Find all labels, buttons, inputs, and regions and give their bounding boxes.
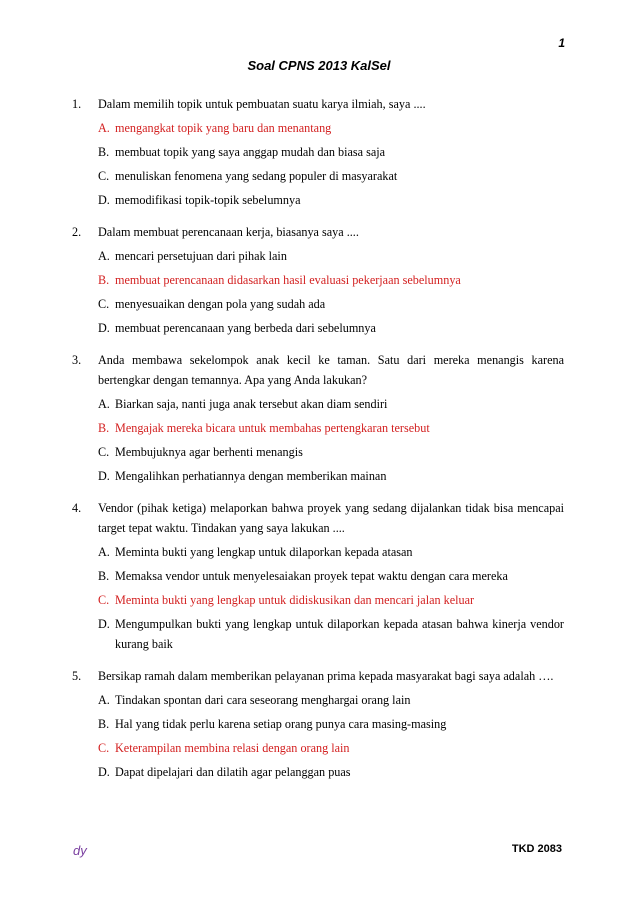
- question-number: 3.: [72, 353, 82, 367]
- option-letter: D.: [98, 193, 110, 207]
- option-a: [98, 118, 564, 138]
- option-text: Mengumpulkan bukti yang lengkap untuk dilaporkan kepada atasan bahwa kinerja vendor kurang baik: [115, 617, 564, 651]
- option-b: [98, 270, 564, 290]
- option-text: Keterampilan membina relasi dengan orang lain: [115, 741, 350, 755]
- question-list: [72, 94, 564, 794]
- option-letter: B.: [98, 273, 110, 287]
- option-a: [98, 246, 564, 266]
- option-letter: D.: [98, 321, 110, 335]
- option-letter: A.: [98, 397, 110, 411]
- footer-code: TKD 2083: [511, 843, 562, 855]
- page-number: 1: [558, 36, 565, 50]
- option-text: membuat perencanaan didasarkan hasil evaluasi pekerjaan sebelumnya: [115, 273, 461, 287]
- option-b: [98, 418, 564, 438]
- option-letter: C.: [98, 741, 110, 755]
- question-text: Dalam membuat perencanaan kerja, biasanya saya ....: [98, 225, 359, 239]
- option-text: membuat perencanaan yang berbeda dari sebelumnya: [115, 321, 376, 335]
- option-letter: B.: [98, 421, 110, 435]
- option-letter: A.: [98, 249, 110, 263]
- option-d: [98, 466, 564, 486]
- option-letter: B.: [98, 569, 110, 583]
- option-text: mencari persetujuan dari pihak lain: [115, 249, 287, 263]
- question-number: 1.: [72, 97, 82, 111]
- question-number: 4.: [72, 501, 82, 515]
- question-text: Vendor (pihak ketiga) melaporkan bahwa proyek yang sedang dijalankan tidak bisa mencapai target tepat waktu. Tindakan yang saya lakukan ....: [98, 501, 564, 535]
- footer-initials: dy: [73, 843, 87, 858]
- option-letter: B.: [98, 717, 110, 731]
- option-letter: A.: [98, 693, 110, 707]
- option-letter: C.: [98, 169, 110, 183]
- option-letter: A.: [98, 121, 110, 135]
- option-letter: D.: [98, 469, 110, 483]
- page-title: Soal CPNS 2013 KalSel: [247, 58, 391, 73]
- option-letter: B.: [98, 145, 110, 159]
- option-text: menuliskan fenomena yang sedang populer di masyarakat: [115, 169, 398, 183]
- option-c: [98, 442, 564, 462]
- option-text: Biarkan saja, nanti juga anak tersebut akan diam sendiri: [115, 397, 388, 411]
- option-letter: C.: [98, 593, 110, 607]
- option-d: [98, 762, 564, 782]
- option-text: mengangkat topik yang baru dan menantang: [115, 121, 332, 135]
- question-1: [72, 94, 564, 210]
- option-letter: C.: [98, 445, 110, 459]
- question-4: [72, 498, 564, 654]
- option-text: Meminta bukti yang lengkap untuk dilaporkan kepada atasan: [115, 545, 413, 559]
- question-text: Dalam memilih topik untuk pembuatan suatu karya ilmiah, saya ....: [98, 97, 426, 111]
- option-text: Hal yang tidak perlu karena setiap orang punya cara masing-masing: [115, 717, 447, 731]
- option-d: [98, 318, 564, 338]
- option-text: membuat topik yang saya anggap mudah dan biasa saja: [115, 145, 386, 159]
- option-b: [98, 714, 564, 734]
- option-text: memodifikasi topik-topik sebelumnya: [115, 193, 301, 207]
- option-a: [98, 690, 564, 710]
- option-letter: A.: [98, 545, 110, 559]
- option-c: [98, 590, 564, 610]
- option-b: [98, 142, 564, 162]
- option-text: Dapat dipelajari dan dilatih agar pelanggan puas: [115, 765, 351, 779]
- option-d: [98, 614, 564, 654]
- option-text: Membujuknya agar berhenti menangis: [115, 445, 303, 459]
- option-letter: D.: [98, 765, 110, 779]
- option-text: Mengajak mereka bicara untuk membahas pertengkaran tersebut: [115, 421, 430, 435]
- option-b: [98, 566, 564, 586]
- question-2: [72, 222, 564, 338]
- option-text: Memaksa vendor untuk menyelesaiakan proyek tepat waktu dengan cara mereka: [115, 569, 508, 583]
- option-c: [98, 166, 564, 186]
- option-text: menyesuaikan dengan pola yang sudah ada: [115, 297, 326, 311]
- option-a: [98, 542, 564, 562]
- question-text: Anda membawa sekelompok anak kecil ke taman. Satu dari mereka menangis karena bertengkar dengan temannya. Apa yang Anda lakukan?: [98, 353, 564, 387]
- question-5: [72, 666, 564, 782]
- option-d: [98, 190, 564, 210]
- question-3: [72, 350, 564, 486]
- question-number: 2.: [72, 225, 82, 239]
- option-letter: C.: [98, 297, 110, 311]
- option-c: [98, 294, 564, 314]
- option-text: Tindakan spontan dari cara seseorang menghargai orang lain: [115, 693, 411, 707]
- question-number: 5.: [72, 669, 82, 683]
- question-text: Bersikap ramah dalam memberikan pelayanan prima kepada masyarakat bagi saya adalah ….: [98, 669, 554, 683]
- option-letter: D.: [98, 617, 110, 631]
- option-text: Mengalihkan perhatiannya dengan memberikan mainan: [115, 469, 387, 483]
- option-c: [98, 738, 564, 758]
- option-text: Meminta bukti yang lengkap untuk didiskusikan dan mencari jalan keluar: [115, 593, 475, 607]
- option-a: [98, 394, 564, 414]
